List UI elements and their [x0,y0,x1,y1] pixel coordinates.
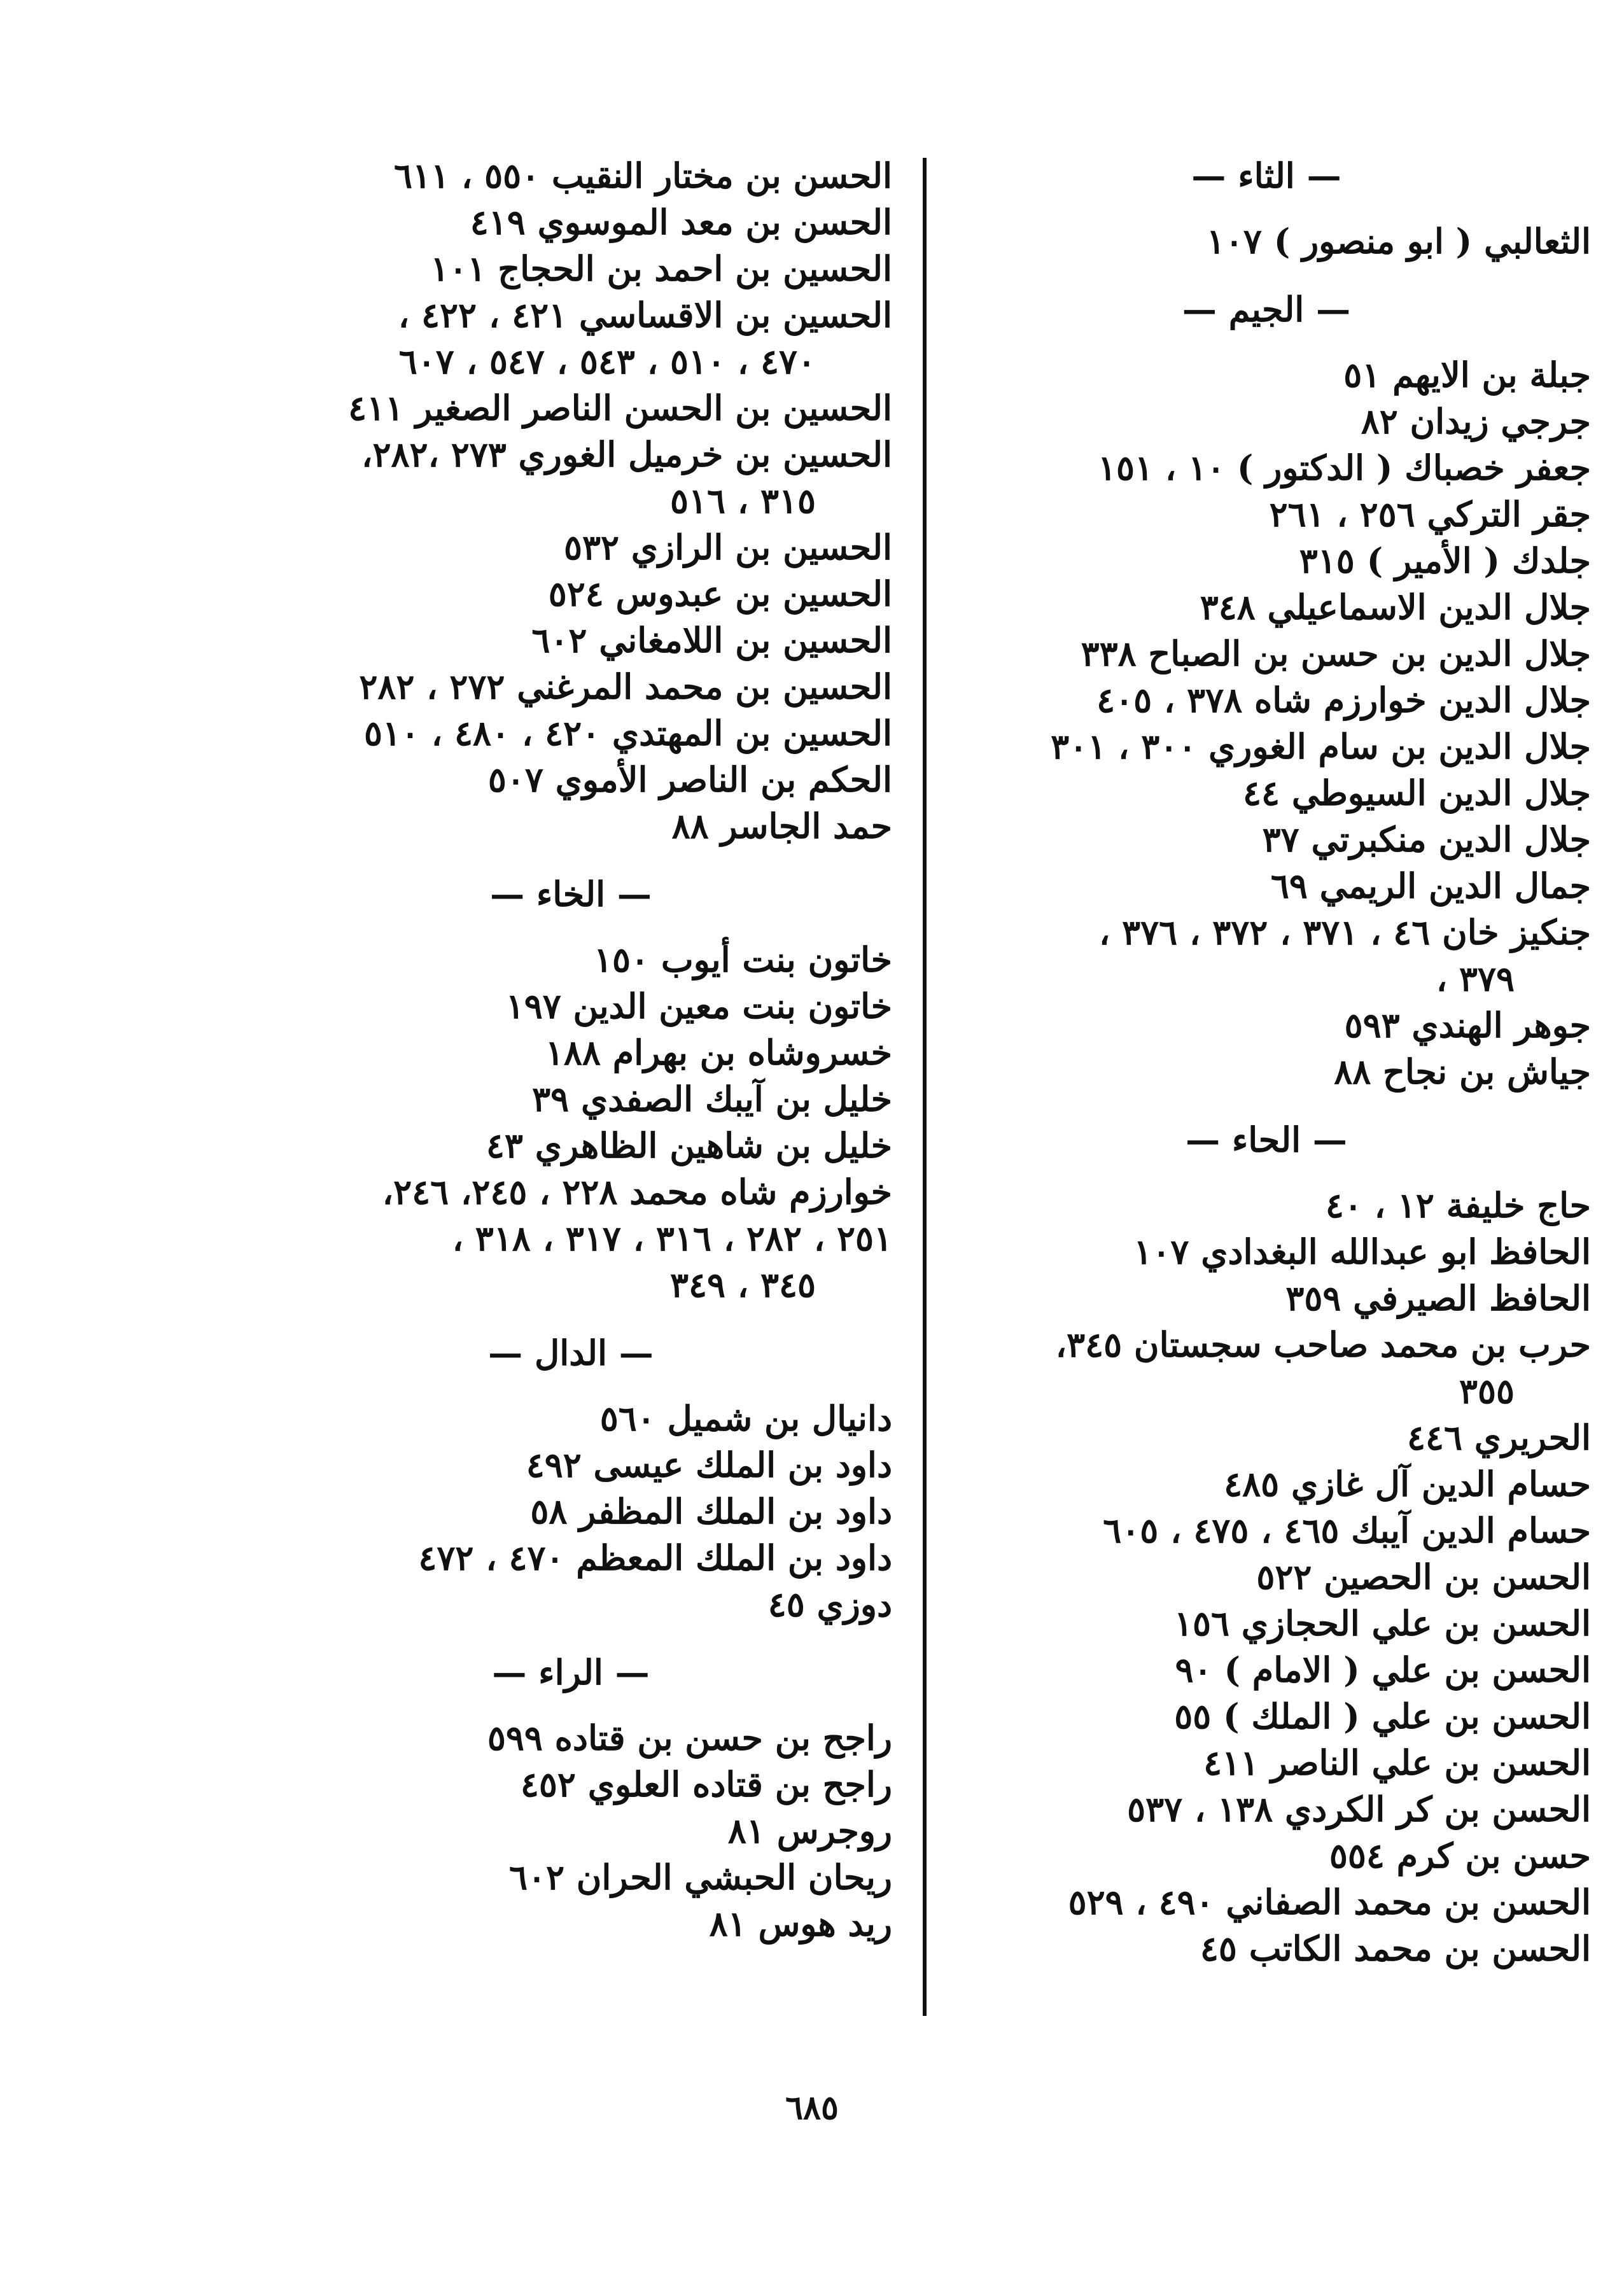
index-entry: جمال الدين الريمي ٦٩ [1270,865,1591,906]
index-entry: جلدك ( الأمير ) ٣١٥ [1299,540,1591,581]
section-heading-tha: — الثاء — [1191,155,1341,196]
index-entry: جلال الدين الاسماعيلي ٣٤٨ [1200,587,1591,627]
index-entry: الحسين بن محمد المرغني ٢٧٢ ، ٢٨٢ [359,666,892,707]
index-entry: جرجي زيدان ٨٢ [1361,401,1591,442]
index-entry: الحسن بن علي ( الملك ) ٥٥ [1174,1696,1591,1737]
index-entry: جلال الدين السيوطي ٤٤ [1243,773,1591,813]
index-entry: الحسن بن علي الحجازي ١٥٦ [1173,1603,1591,1644]
index-column-left [249,153,892,1947]
index-entry: جياش بن نجاح ٨٨ [1334,1051,1591,1092]
index-entry: خاتون بنت أيوب ١٥٠ [594,939,892,980]
index-entry: ريد هوس ٨١ [709,1903,892,1944]
section-heading-kha: — الخاء — [490,874,652,914]
index-entry-continuation: ٣٤٥ ، ٣٤٩ [669,1264,816,1305]
index-column-right [942,153,1591,1972]
index-entry: حرب بن محمد صاحب سجستان ٣٤٥، [1055,1324,1591,1365]
index-entry: جلال الدين خوارزم شاه ٣٧٨ ، ٤٠٥ [1096,680,1591,720]
index-entry: الحسن بن علي ( الامام ) ٩٠ [1175,1649,1591,1690]
index-entry: الحسين بن المهتدي ٤٢٠ ، ٤٨٠ ، ٥١٠ [363,713,892,753]
index-entry: جبلة بن الايهم ٥١ [1343,354,1591,395]
index-entry: الحسن بن معد الموسوي ٤١٩ [470,202,892,242]
column-divider [923,158,927,2016]
section-heading-ra: — الراء — [492,1652,650,1693]
index-entry: خسروشاه بن بهرام ١٨٨ [545,1032,892,1073]
index-entry: حسن بن كرم ٥٥٤ [1329,1835,1591,1876]
index-entry: ٢٥١ ، ٢٨٢ ، ٣١٦ ، ٣١٧ ، ٣١٨ ، [452,1218,892,1259]
index-entry: الحسين بن احمد بن الحجاج ١٠١ [430,248,892,289]
index-entry: الحسن بن محمد الكاتب ٤٥ [1200,1928,1591,1969]
index-entry: جوهر الهندي ٥٩٣ [1344,1005,1591,1046]
index-entry: داود بن الملك المعظم ٤٧٠ ، ٤٧٢ [418,1537,892,1578]
index-entry: الحسين بن خرميل الغوري ٢٧٣ ،٢٨٢، [361,434,892,475]
index-entry: حسام الدين آل غازي ٤٨٥ [1224,1464,1591,1504]
index-entry: الحسن بن كر الكردي ١٣٨ ، ٥٣٧ [1127,1789,1591,1829]
page-number: ٦٨٥ [785,2088,839,2127]
index-entry: الحسن بن الحصين ٥٢٢ [1256,1556,1591,1597]
index-entry: خوارزم شاه محمد ٢٢٨ ، ٢٤٥، ٢٤٦، [382,1171,892,1212]
index-entry-continuation: ٣٧٩ ، [1436,958,1515,999]
index-entry: الحسين بن عبدوس ٥٢٤ [548,573,892,614]
index-entry: الحافظ الصيرفي ٣٥٩ [1285,1278,1591,1318]
index-entry: خليل بن آيبك الصفدي ٣٩ [532,1079,892,1119]
index-entry: الحسن بن مختار النقيب ٥٥٠ ، ٦١١ [394,155,892,196]
index-entry: جلال الدين بن سام الغوري ٣٠٠ ، ٣٠١ [1051,726,1591,767]
index-entry: الحسن بن محمد الصفاني ٤٩٠ ، ٥٢٩ [1068,1882,1591,1922]
index-entry: جعفر خصباك ( الدكتور ) ١٠ ، ١٥١ [1098,447,1591,488]
index-entry: راجح بن حسن بن قتاده ٥٩٩ [487,1717,892,1758]
index-entry: الحسن بن علي الناصر ٤١١ [1203,1742,1591,1783]
index-entry: خليل بن شاهين الظاهري ٤٣ [486,1125,892,1166]
index-entry: حسام الدين آيبك ٤٦٥ ، ٤٧٥ ، ٦٠٥ [1103,1510,1591,1551]
index-entry: الحافظ ابو عبدالله البغدادي ١٠٧ [1133,1231,1591,1272]
index-entry: دانيال بن شميل ٥٦٠ [599,1398,892,1439]
section-heading-jim: — الجيم — [1182,289,1351,330]
index-entry: الحسين بن اللامغاني ٦٠٢ [531,620,892,661]
index-entry-continuation: ٤٧٠ ، ٥١٠ ، ٥٤٣ ، ٥٤٧ ، ٦٠٧ [398,341,816,382]
index-entry: راجح بن قتاده العلوي ٤٥٢ [520,1764,892,1805]
index-entry: دوزي ٤٥ [767,1584,892,1625]
index-entry: جقر التركي ٢٥٦ ، ٢٦١ [1269,494,1591,535]
index-entry: الحكم بن الناصر الأموي ٥٠٧ [487,759,892,800]
index-entry: الثعالبي ( ابو منصور ) ١٠٧ [1206,221,1591,262]
index-entry: حاج خليفة ١٢ ، ٤٠ [1325,1185,1591,1226]
index-entry: الحسين بن الحسن الناصر الصغير ٤١١ [348,388,892,428]
index-entry: جنكيز خان ٤٦ ، ٣٧١ ، ٣٧٢ ، ٣٧٦ ، [1098,912,1591,953]
index-entry: خاتون بنت معين الدين ١٩٧ [505,986,892,1026]
index-entry: جلال الدين منكبرتي ٣٧ [1262,819,1591,860]
section-heading-ha: — الحاء — [1186,1119,1347,1160]
index-entry: الحسين بن الاقساسي ٤٢١ ، ٤٢٢ ، [398,295,892,335]
index-entry: داود بن الملك عيسى ٤٩٢ [526,1444,892,1485]
index-entry: روجرس ٨١ [727,1810,892,1851]
index-entry: جلال الدين بن حسن بن الصباح ٣٣٨ [1081,633,1591,674]
section-heading-dal: — الدال — [488,1332,654,1373]
index-entry: داود بن الملك المظفر ٥٨ [530,1491,892,1532]
index-entry: الحريري ٤٤٦ [1406,1417,1591,1458]
index-entry: الحسين بن الرازي ٥٣٢ [563,527,892,568]
index-entry: حمد الجاسر ٨٨ [671,806,892,846]
index-entry-continuation: ٣١٥ ، ٥١٦ [669,480,816,521]
index-entry: ريحان الحبشي الحران ٦٠٢ [508,1857,892,1898]
index-entry-continuation: ٣٥٥ [1459,1371,1515,1411]
